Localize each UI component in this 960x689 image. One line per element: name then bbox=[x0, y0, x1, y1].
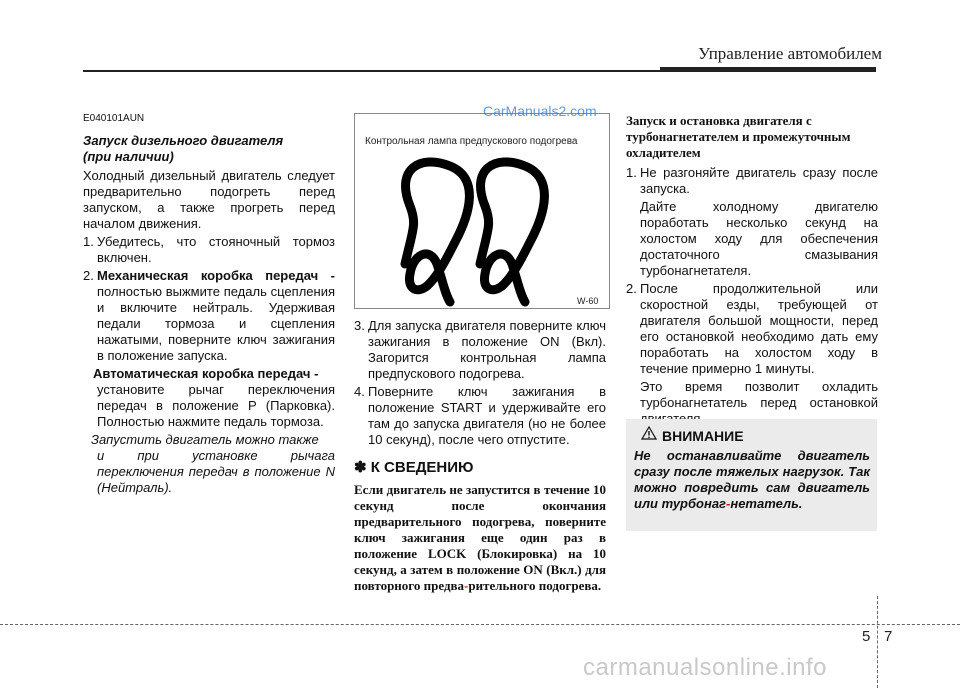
list-item bbox=[354, 318, 606, 382]
page-header-title: Управление автомобилем bbox=[698, 44, 882, 63]
warning-text-body: Не останавливайте двигатель сразу после тяжелых нагрузок. Так можно повредить сам двигатель или турбонаг bbox=[634, 448, 870, 511]
list-text: Поверните ключ зажигания в положение START и удерживайте его там до запуска двигателя (но не более 10 секунд), после чего отпустите. bbox=[368, 384, 606, 447]
list-text: Не разгоняйте двигатель сразу после запуска. bbox=[640, 165, 878, 196]
section-code: E040101AUN bbox=[83, 113, 145, 124]
note-line1: Запустить двигатель можно также bbox=[91, 432, 319, 447]
info-heading: ✽ К СВЕДЕНИЮ bbox=[354, 459, 474, 476]
list-number: 2. bbox=[626, 281, 637, 296]
footer-divider bbox=[0, 624, 960, 625]
hyphen-mark: - bbox=[464, 578, 469, 593]
section-title-line1: Запуск дизельного двигателя bbox=[83, 133, 284, 148]
turbo-section-title: Запуск и остановка двигателя с турбонагнетателем и промежуточным охладителем bbox=[626, 113, 851, 160]
header-bar bbox=[660, 67, 876, 72]
note-paragraph bbox=[83, 432, 335, 496]
info-text-tail: рительного подогрева. bbox=[468, 578, 602, 593]
list-number: 3. bbox=[354, 318, 365, 333]
warning-text bbox=[634, 448, 870, 512]
list-text: После продолжительной или скоростной езды, требующей от двигателя большой мощности, перед его остановкой необходимо дать ему поработать на холостом ходу в течение примерно 1 минуты. bbox=[640, 281, 878, 376]
note-rest: и при установке рычага переключения передач в положение N (Нейтраль). bbox=[97, 448, 335, 495]
page-number: 7 bbox=[884, 628, 893, 645]
manual-gearbox-label: Механическая коробка передач - bbox=[97, 268, 335, 283]
list-item bbox=[83, 234, 335, 266]
list-item bbox=[83, 268, 335, 364]
list-item bbox=[354, 384, 606, 448]
list-item bbox=[626, 281, 878, 377]
watermark-text: CarManuals2.com bbox=[483, 103, 597, 119]
list-text: Для запуска двигателя поверните ключ зажигания в положение ON (Вкл). Загорится контрольная лампа предпускового подогрева. bbox=[368, 318, 606, 381]
column-diesel-start bbox=[83, 111, 335, 496]
intro-paragraph: Холодный дизельный двигатель следует предварительно подогреть перед запуском, а также прогреть перед началом движения. bbox=[83, 168, 335, 231]
list-number: 1. bbox=[83, 234, 94, 249]
list-number: 4. bbox=[354, 384, 365, 399]
list-paragraph: Дайте холодному двигателю поработать несколько секунд на холостом ходу для обеспечения достаточного смазывания турбонагнетателя. bbox=[640, 199, 878, 278]
chapter-number: 5 bbox=[862, 628, 871, 645]
manual-gearbox-text: полностью выжмите педаль сцепления и включите нейтраль. Удерживая педали тормоза и сцепления нажатыми, поверните ключ зажигания в положение запуска. bbox=[97, 284, 335, 363]
column-start-steps bbox=[354, 318, 606, 594]
list-item bbox=[626, 165, 878, 197]
info-text-body: Если двигатель не запустится в течение 10 секунд после окончания предварительного подогрева, поверните ключ зажигания еще один раз в положение LOCK (Блокировка) на 10 секунд, а затем в положение ON (Вкл.) для повторного предва bbox=[354, 482, 606, 593]
info-text bbox=[354, 482, 606, 594]
auto-gearbox-text: установите рычаг переключения передач в положение P (Парковка). Полностью нажмите педаль тормоза. bbox=[97, 382, 335, 429]
page-number-divider bbox=[877, 596, 879, 688]
warning-icon bbox=[641, 426, 657, 445]
list-paragraph: Это время позволит охладить турбонагнетатель перед остановкой bbox=[640, 379, 878, 410]
warning-text-tail: нетатель. bbox=[730, 496, 803, 511]
figure-caption: Контрольная лампа предпускового подогрева bbox=[365, 136, 578, 147]
section-title-line2: (при наличии) bbox=[83, 149, 174, 164]
list-number: 2. bbox=[83, 268, 94, 283]
hyphen-mark: - bbox=[726, 496, 731, 511]
list-text: Убедитесь, что стояночный тормоз включен. bbox=[97, 234, 335, 265]
figure-code: W-60 bbox=[577, 296, 599, 306]
warning-title: ВНИМАНИЕ bbox=[662, 428, 744, 444]
footer-watermark: carmanualsonline.info bbox=[583, 654, 827, 681]
auto-gearbox-paragraph bbox=[83, 366, 335, 430]
list-text bbox=[97, 268, 335, 364]
auto-gearbox-label: Автоматическая коробка передач - bbox=[93, 366, 319, 381]
section-title bbox=[83, 133, 335, 165]
list-number: 1. bbox=[626, 165, 637, 180]
column-turbo bbox=[626, 113, 878, 427]
